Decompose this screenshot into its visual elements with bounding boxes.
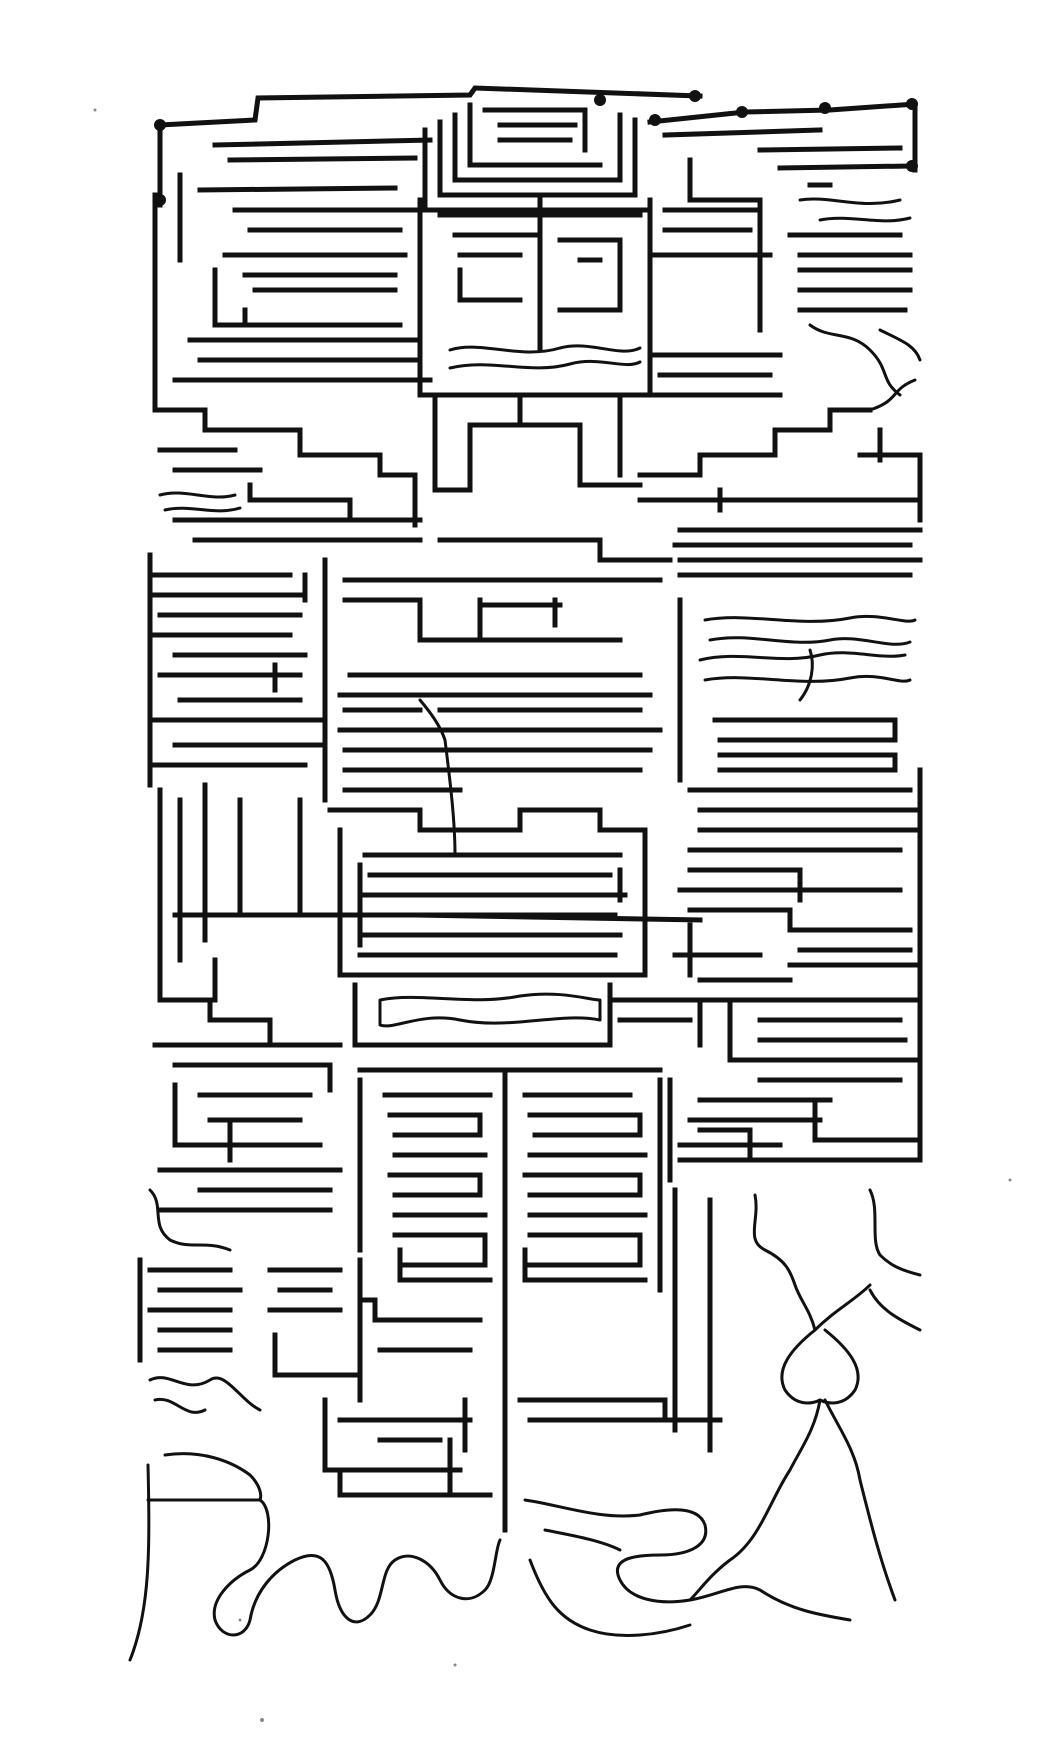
maze-middle-right	[670, 600, 920, 1180]
maze-middle-center	[330, 580, 700, 1045]
maze-middle-left	[150, 555, 325, 800]
maze-lower-center	[325, 1070, 720, 1530]
maze-upper-block	[175, 199, 920, 395]
